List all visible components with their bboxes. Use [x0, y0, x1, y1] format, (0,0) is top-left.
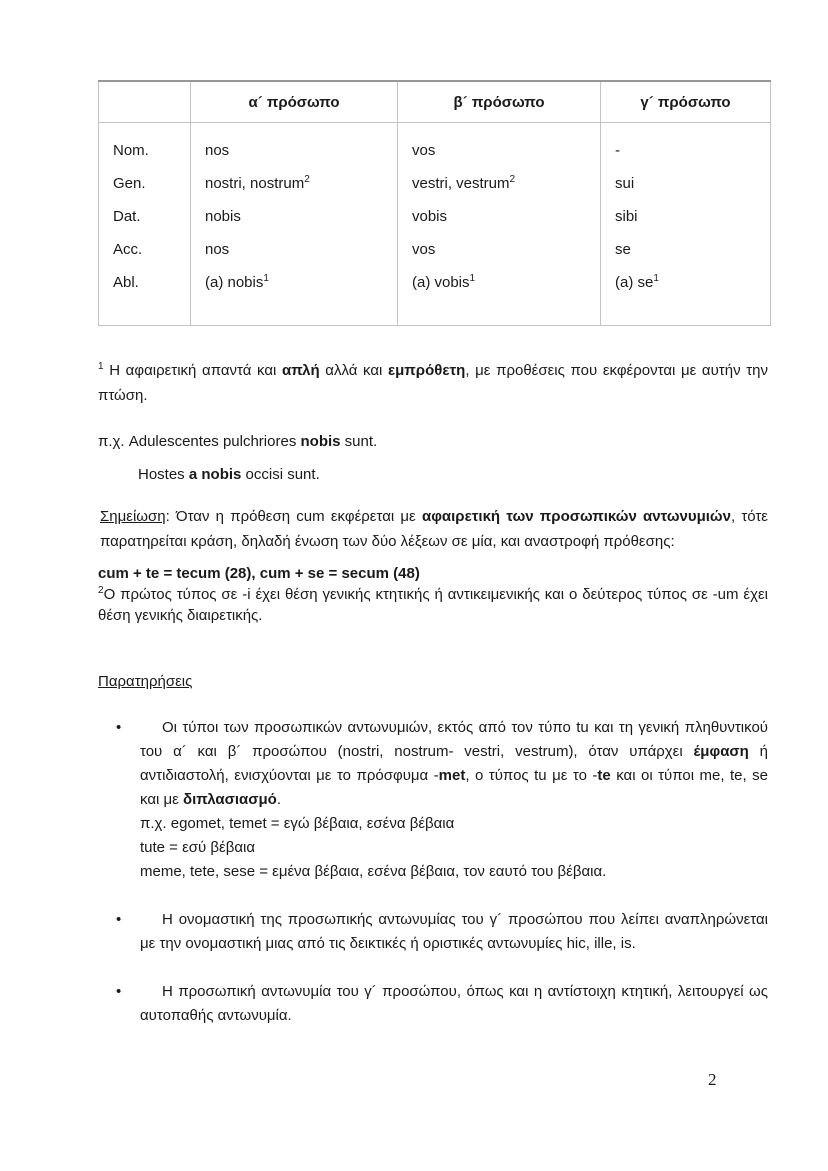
- table-cell: nostri, nostrum$^2$: [205, 174, 310, 192]
- case-label-nom: Nom.: [113, 142, 149, 159]
- table-body-row: [99, 123, 771, 326]
- table-cell: sibi: [615, 208, 638, 225]
- table-cell: vestri, vestrum$^2$: [412, 174, 516, 192]
- table-cell: se: [615, 241, 631, 258]
- crasis-line: cum + te = tecum (28), cum + se = secum (48): [98, 565, 420, 582]
- table-cell: nos: [205, 142, 230, 159]
- table-cell: nos: [205, 241, 230, 258]
- footnote-2: $^2$Ο πρώτος τύπος σε -i έχει θέση γενικής κτητικής ή αντικειμενικής και ο δεύτερος τύπος σε -um έχει θέση γενικής διαιρετικής.: [98, 585, 768, 624]
- second-person-column: [398, 123, 601, 326]
- example-sentence-1: π.χ. Adulescentes pulchriores nobis sunt.: [98, 433, 378, 450]
- observation-item-2: [116, 908, 768, 956]
- case-label-gen: Gen.: [113, 175, 146, 192]
- observation-1-example-3: meme, tete, sese = εμένα βέβαια, εσένα βέβαια, τον εαυτό του βέβαια.: [140, 863, 607, 880]
- table-cell: nobis: [205, 208, 241, 225]
- observations-heading: Παρατηρήσεις: [98, 673, 193, 690]
- table-cell: -: [615, 142, 620, 159]
- table-cell: vobis: [412, 208, 448, 225]
- observation-3-text: Η προσωπική αντωνυμία του γ´ προσώπου, όπως και η αντίστοιχη κτητική, λειτουργεί ως αυτοπαθής αντωνυμία.: [140, 983, 768, 1024]
- case-label-dat: Dat.: [113, 208, 141, 225]
- table-header-first-person: α´ πρόσωπο: [191, 81, 398, 123]
- table-cell: sui: [615, 175, 635, 192]
- third-person-column: [601, 123, 771, 326]
- observation-2-text: Η ονομαστική της προσωπικής αντωνυμίας του γ´ προσώπου που λείπει αναπληρώνεται με την ονομαστική μιας από τις δεικτικές ή οριστικές αντωνυμίες hic, ille, is.: [140, 911, 768, 952]
- bullet-icon: •: [116, 719, 122, 736]
- observation-item-3: [116, 980, 768, 1028]
- table-header-second-person: β´ πρόσωπο: [398, 81, 601, 123]
- observations-list: [98, 716, 768, 1028]
- table-header-third-person: γ´ πρόσωπο: [601, 81, 771, 123]
- table-corner-cell: [99, 81, 191, 123]
- observation-1-text: Οι τύποι των προσωπικών αντωνυμιών, εκτός από τον τύπο tu και τη γενική πληθυντικού του α´ και β´ προσώπου (nostri, nostrum- vestri, vestrum), όταν υπάρχει έμφαση ή αντιδιαστολή, ενισχύονται με το πρόσφυμα -met, ο τύπος tu με το -te και οι τύποι me, te, se και με διπλασιασμό.: [140, 719, 769, 808]
- case-label-acc: Acc.: [113, 241, 143, 258]
- observation-item-1: [116, 716, 769, 884]
- observation-1-example-1: π.χ. egomet, temet = εγώ βέβαια, εσένα βέβαια: [140, 815, 455, 832]
- case-column: [99, 123, 191, 326]
- table-cell: (a) nobis$^1$: [205, 273, 269, 291]
- note-paragraph: Σημείωση: Όταν η πρόθεση cum εκφέρεται με αφαιρετική των προσωπικών αντωνυμιών, τότε παρατηρείται κράση, δηλαδή ένωση των δύο λέξεων σε μία, και αναστροφή πρόθεσης:: [100, 508, 768, 550]
- bullet-icon: •: [116, 911, 122, 928]
- footnote-1: $^1$ Η αφαιρετική απαντά και απλή αλλά και εμπρόθετη, με προθέσεις που εκφέρονται με αυτήν την πτώση.: [98, 361, 768, 404]
- table-cell: vos: [412, 241, 436, 258]
- bullet-icon: •: [116, 983, 122, 1000]
- case-label-abl: Abl.: [113, 274, 139, 291]
- table-cell: vos: [412, 142, 436, 159]
- table-cell: (a) $se^1$: [615, 273, 659, 291]
- page-number: 2: [708, 1070, 717, 1089]
- example-sentence-2: Hostes a nobis occisi sunt.: [138, 466, 320, 483]
- table-header-row: [99, 81, 771, 123]
- pronoun-table: [98, 80, 771, 326]
- observation-1-example-2: tute = εσύ βέβαια: [140, 839, 256, 856]
- first-person-column: [191, 123, 398, 326]
- table-cell: (a) vobis$^1$: [412, 273, 476, 291]
